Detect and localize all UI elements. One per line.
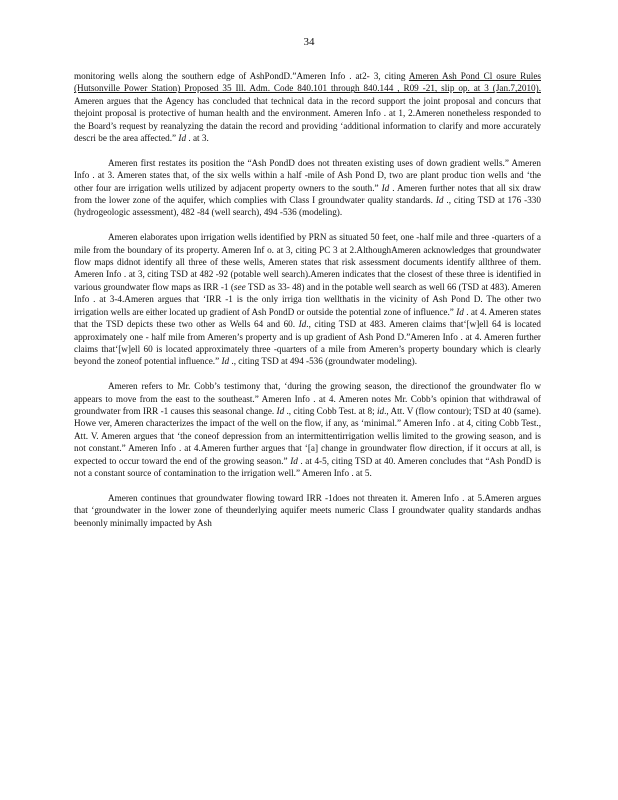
text-segment: . Ameren further notes that all six draw from the lower zone of the aquifer, which complies with Class I groundwater quality standards. <box>74 182 542 206</box>
text-segment: monitoring wells along the southern edge of AshPondD.”Ameren Info . at2- 3, citing <box>74 71 409 81</box>
text-segment: id <box>376 405 385 416</box>
text-segment: ., citing TSD at 483. Ameren claims that‘[w]ell 64 is located approximately one - half mile from Ameren’s property and is up gradient of Ash Pond D.”Ameren Info . at 4. Ameren further claims that‘[w]ell 60 is located approximately three -quarters of a mile from Ameren’s property boundary which is clearly beyond the zoneof potential influence.” <box>74 319 541 367</box>
text-segment: Id <box>298 319 307 330</box>
text-segment: ., citing TSD at 176 -330 (hydrogeologic assessment), 482 -84 (well search), 494 -536 (modeling). <box>74 195 541 218</box>
paragraph-4 <box>74 380 541 479</box>
paragraph-3 <box>74 231 541 367</box>
text-segment: ., Att. V (flow contour); TSD at 40 (same). Howe ver, Ameren characterizes the impact of the well on the flow, if any, as ‘minimal.” Ameren Info . at 4, citing Cobb Test., Att. V. Ameren argues that ‘the coneof depression from an intermittentirrigation wellis limited to the growing season, and is not constant.” Ameren Info . at 4.Ameren further argues that ‘[a] change in groundwater flow direction, if it occurs at all, is expected to occur toward the end of the growing season.” <box>74 405 541 466</box>
text-segment: ., citing TSD at 494 -536 (groundwater modeling). <box>229 356 417 367</box>
page-number: 34 <box>303 36 315 48</box>
paragraph-1 <box>74 70 541 144</box>
text-segment: see <box>233 281 246 292</box>
text-segment: Id <box>221 356 230 367</box>
text-segment: Id <box>381 182 390 193</box>
text-segment: Ameren first restates its position the “Ash PondD does not threaten existing uses of down gradient wells.” Ameren Info . at 3. Ameren states that, of the six wells within a half -mile of Ash Pond D, two are plant produc tion wells and ‘the other four are irrigation wells utilized by adjacent property owners to the south.” <box>74 157 541 193</box>
text-segment: Id <box>276 405 285 416</box>
text-segment: Ameren refers to Mr. Cobb’s testimony that, ‘during the growing season, the directionof the groundwater flo w appears to move from the east to the southeast.” Ameren Info . at 4. Ameren notes Mr. Cobb’s opinion that withdrawal of groundwater from IRR -1 causes this seasonal change. <box>74 381 541 416</box>
text-segment: Ameren argues that the Agency has concluded that technical data in the record support the joint proposal and concurs that thejoint proposal is protective of human health and the environment. Ameren Info . at 1, 2.Ameren nonetheless responded to the Board’s request by reanalyzing the datain the record and providing ‘additional information to clarify and more accurately descri be the area affected.” <box>74 95 541 144</box>
text-segment: . at 3. <box>186 133 209 144</box>
text-segment: . at 4-5, citing TSD at 40. Ameren concludes that “Ash PondD is not a constant source of contamination to the irrigation well.” Ameren Info . at 5. <box>74 455 541 478</box>
paragraph-2 <box>74 157 541 219</box>
text-segment: Ameren Ash Pond Cl osure Rules (Hutsonville Power Station) Proposed 35 Ill. Adm. Code 840.101 through 840.144 , R09 -21, slip op. at 3 (Jan.7,2010). <box>74 71 541 94</box>
text-segment: ., citing Cobb Test. at 8; <box>284 405 377 416</box>
text-segment: Id <box>290 455 298 466</box>
text-segment: Ameren elaborates upon irrigation wells identified by PRN as situated 50 feet, one -half mile and three -quarters of a mile from the boundary of its property. Ameren Inf o. at 3, citing PC 3 at 2.AlthoughAmeren acknowledges that groundwater flow maps didnot identify all three of these wells, Ameren states that risk assessment documents identify allthree of them. Ameren Info . at 3, citing TSD at 482 -92 (potable well search).Ameren indicates that the closest of these three is identified in various groundwater flow maps as IRR -1 ( <box>74 232 541 292</box>
text-segment: . at 4. Ameren states that the TSD depicts these two other as Wells 64 and 60. <box>74 306 541 330</box>
text-segment: Id <box>435 195 444 206</box>
paragraph-5 <box>74 492 541 529</box>
text-segment: Ameren continues that groundwater flowing toward IRR -1does not threaten it. Ameren Info . at 5.Ameren argues that ‘groundwater in the lower zone of theunderlying aquifer meets numeric Class I groundwater quality standards andhas beenonly minimally impacted by Ash <box>74 492 541 528</box>
text-segment: Id <box>178 133 187 144</box>
text-segment: TSD as 33- 48) and in the potable well search as well 66 (TSD at 483). Ameren Info . at 3-4.Ameren argues that ‘IRR -1 is the only irriga tion wellthatis in the vicinity of Ash Pond D. The other two irrigation wells are either located up gradient of Ash PondD or outside the potential zone of influence.” <box>74 281 541 317</box>
text-segment: Id <box>456 306 464 317</box>
body-text <box>74 70 541 541</box>
